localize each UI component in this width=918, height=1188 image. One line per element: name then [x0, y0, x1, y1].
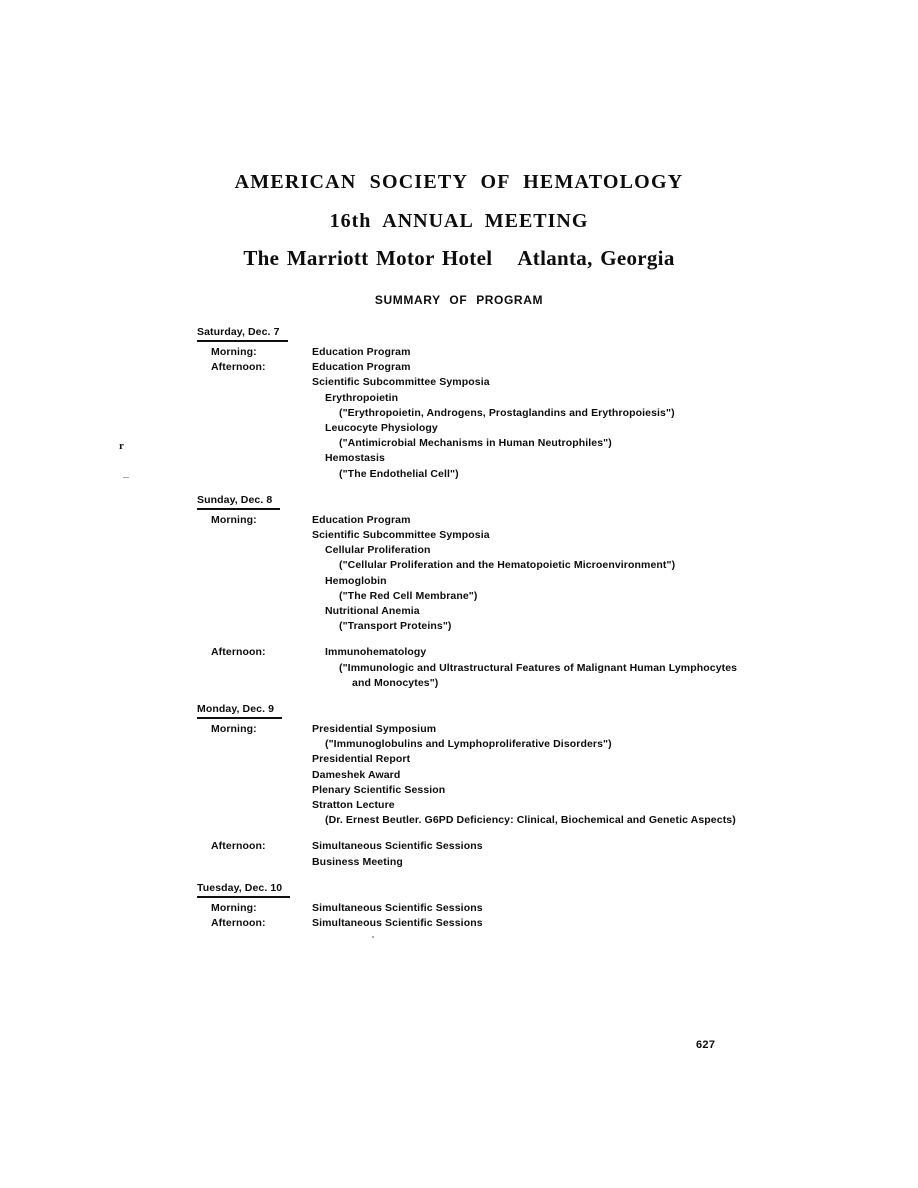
session-block — [197, 916, 857, 931]
program-line: Plenary Scientific Session — [312, 783, 446, 796]
program-line: Business Meeting — [312, 855, 403, 868]
day-section — [197, 494, 857, 691]
session-block — [197, 360, 857, 482]
program-line: ("The Red Cell Membrane") — [339, 589, 478, 602]
session-time-label: Morning: — [211, 513, 257, 526]
program-line: Cellular Proliferation — [325, 544, 431, 557]
session-lines — [312, 901, 857, 916]
program-line: Simultaneous Scientific Sessions — [312, 917, 483, 930]
session-time-label: Morning: — [211, 346, 257, 358]
program-line: ("Immunologic and Ultrastructural Features of Malignant Human Lymphocytes — [339, 661, 738, 674]
session-lines — [312, 839, 857, 869]
session-block — [197, 345, 857, 360]
program-line: ("The Endothelial Cell") — [339, 467, 459, 480]
program-line: ("Immunoglobulins and Lymphoproliferative Disorders") — [325, 738, 612, 751]
program-line: Scientific Subcommittee Symposia — [312, 529, 490, 542]
program-line: Nutritional Anemia — [325, 605, 420, 618]
program-line: ("Transport Proteins") — [339, 620, 452, 633]
day-header: Saturday, Dec. 7 — [197, 326, 288, 342]
venue-city: Atlanta, Georgia — [517, 246, 675, 270]
scan-artifact-dash — [123, 477, 129, 478]
program-line: Education Program — [312, 513, 411, 526]
program-line: Erythropoietin — [325, 391, 399, 404]
session-time-label: Morning: — [211, 723, 257, 736]
program-line: Hemoglobin — [325, 574, 387, 587]
program-line: Scientific Subcommittee Symposia — [312, 376, 490, 389]
session-lines — [312, 513, 857, 635]
session-lines — [312, 722, 857, 828]
program-line: Hemostasis — [325, 452, 385, 465]
session-block — [197, 645, 857, 691]
program-line: Stratton Lecture — [312, 799, 395, 812]
venue-line — [0, 246, 918, 271]
session-lines — [312, 645, 857, 691]
program-line: Leucocyte Physiology — [325, 422, 438, 435]
program-line: Simultaneous Scientific Sessions — [312, 840, 483, 853]
day-section — [197, 326, 857, 482]
session-time-label: Afternoon: — [211, 840, 266, 853]
society-title: AMERICAN SOCIETY OF HEMATOLOGY — [234, 171, 684, 193]
day-section — [197, 703, 857, 870]
program-line: Presidential Symposium — [312, 723, 437, 736]
session-time-label: Afternoon: — [211, 646, 266, 659]
session-block — [197, 513, 857, 635]
scan-artifact-dot — [372, 936, 374, 938]
session-block — [197, 839, 857, 869]
program-line: and Monocytes") — [352, 676, 439, 689]
day-header: Monday, Dec. 9 — [197, 703, 282, 719]
venue-name: The Marriott Motor Hotel — [243, 246, 493, 270]
session-time-label: Afternoon: — [211, 917, 266, 930]
summary-of-program-heading: SUMMARY OF PROGRAM — [374, 293, 544, 307]
session-lines — [312, 345, 857, 360]
session-time-label: Morning: — [211, 901, 257, 914]
meeting-title: 16th ANNUAL MEETING — [329, 210, 589, 232]
program-line: ("Erythropoietin, Androgens, Prostaglandins and Erythropoiesis") — [339, 406, 675, 419]
session-lines — [312, 916, 857, 931]
session-block — [197, 722, 857, 828]
program-line: (Dr. Ernest Beutler. G6PD Deficiency: Clinical, Biochemical and Genetic Aspects) — [325, 814, 736, 827]
scan-artifact-mark: r — [119, 440, 124, 452]
program-line: Immunohematology — [325, 646, 427, 659]
program-line: Dameshek Award — [312, 768, 401, 781]
program-line: Education Program — [312, 346, 411, 358]
day-header: Sunday, Dec. 8 — [197, 494, 280, 510]
session-time-label: Afternoon: — [211, 361, 266, 374]
day-header: Tuesday, Dec. 10 — [197, 882, 290, 898]
program-line: ("Cellular Proliferation and the Hematopoietic Microenvironment") — [339, 559, 676, 572]
program-line: Simultaneous Scientific Sessions — [312, 901, 483, 914]
page-number: 627 — [696, 1039, 716, 1051]
schedule — [197, 326, 857, 931]
program-line: Presidential Report — [312, 753, 411, 766]
session-lines — [312, 360, 857, 482]
program-line: ("Antimicrobial Mechanisms in Human Neutrophiles") — [339, 437, 612, 450]
program-line: Education Program — [312, 361, 411, 374]
day-section — [197, 882, 857, 931]
session-block — [197, 901, 857, 916]
